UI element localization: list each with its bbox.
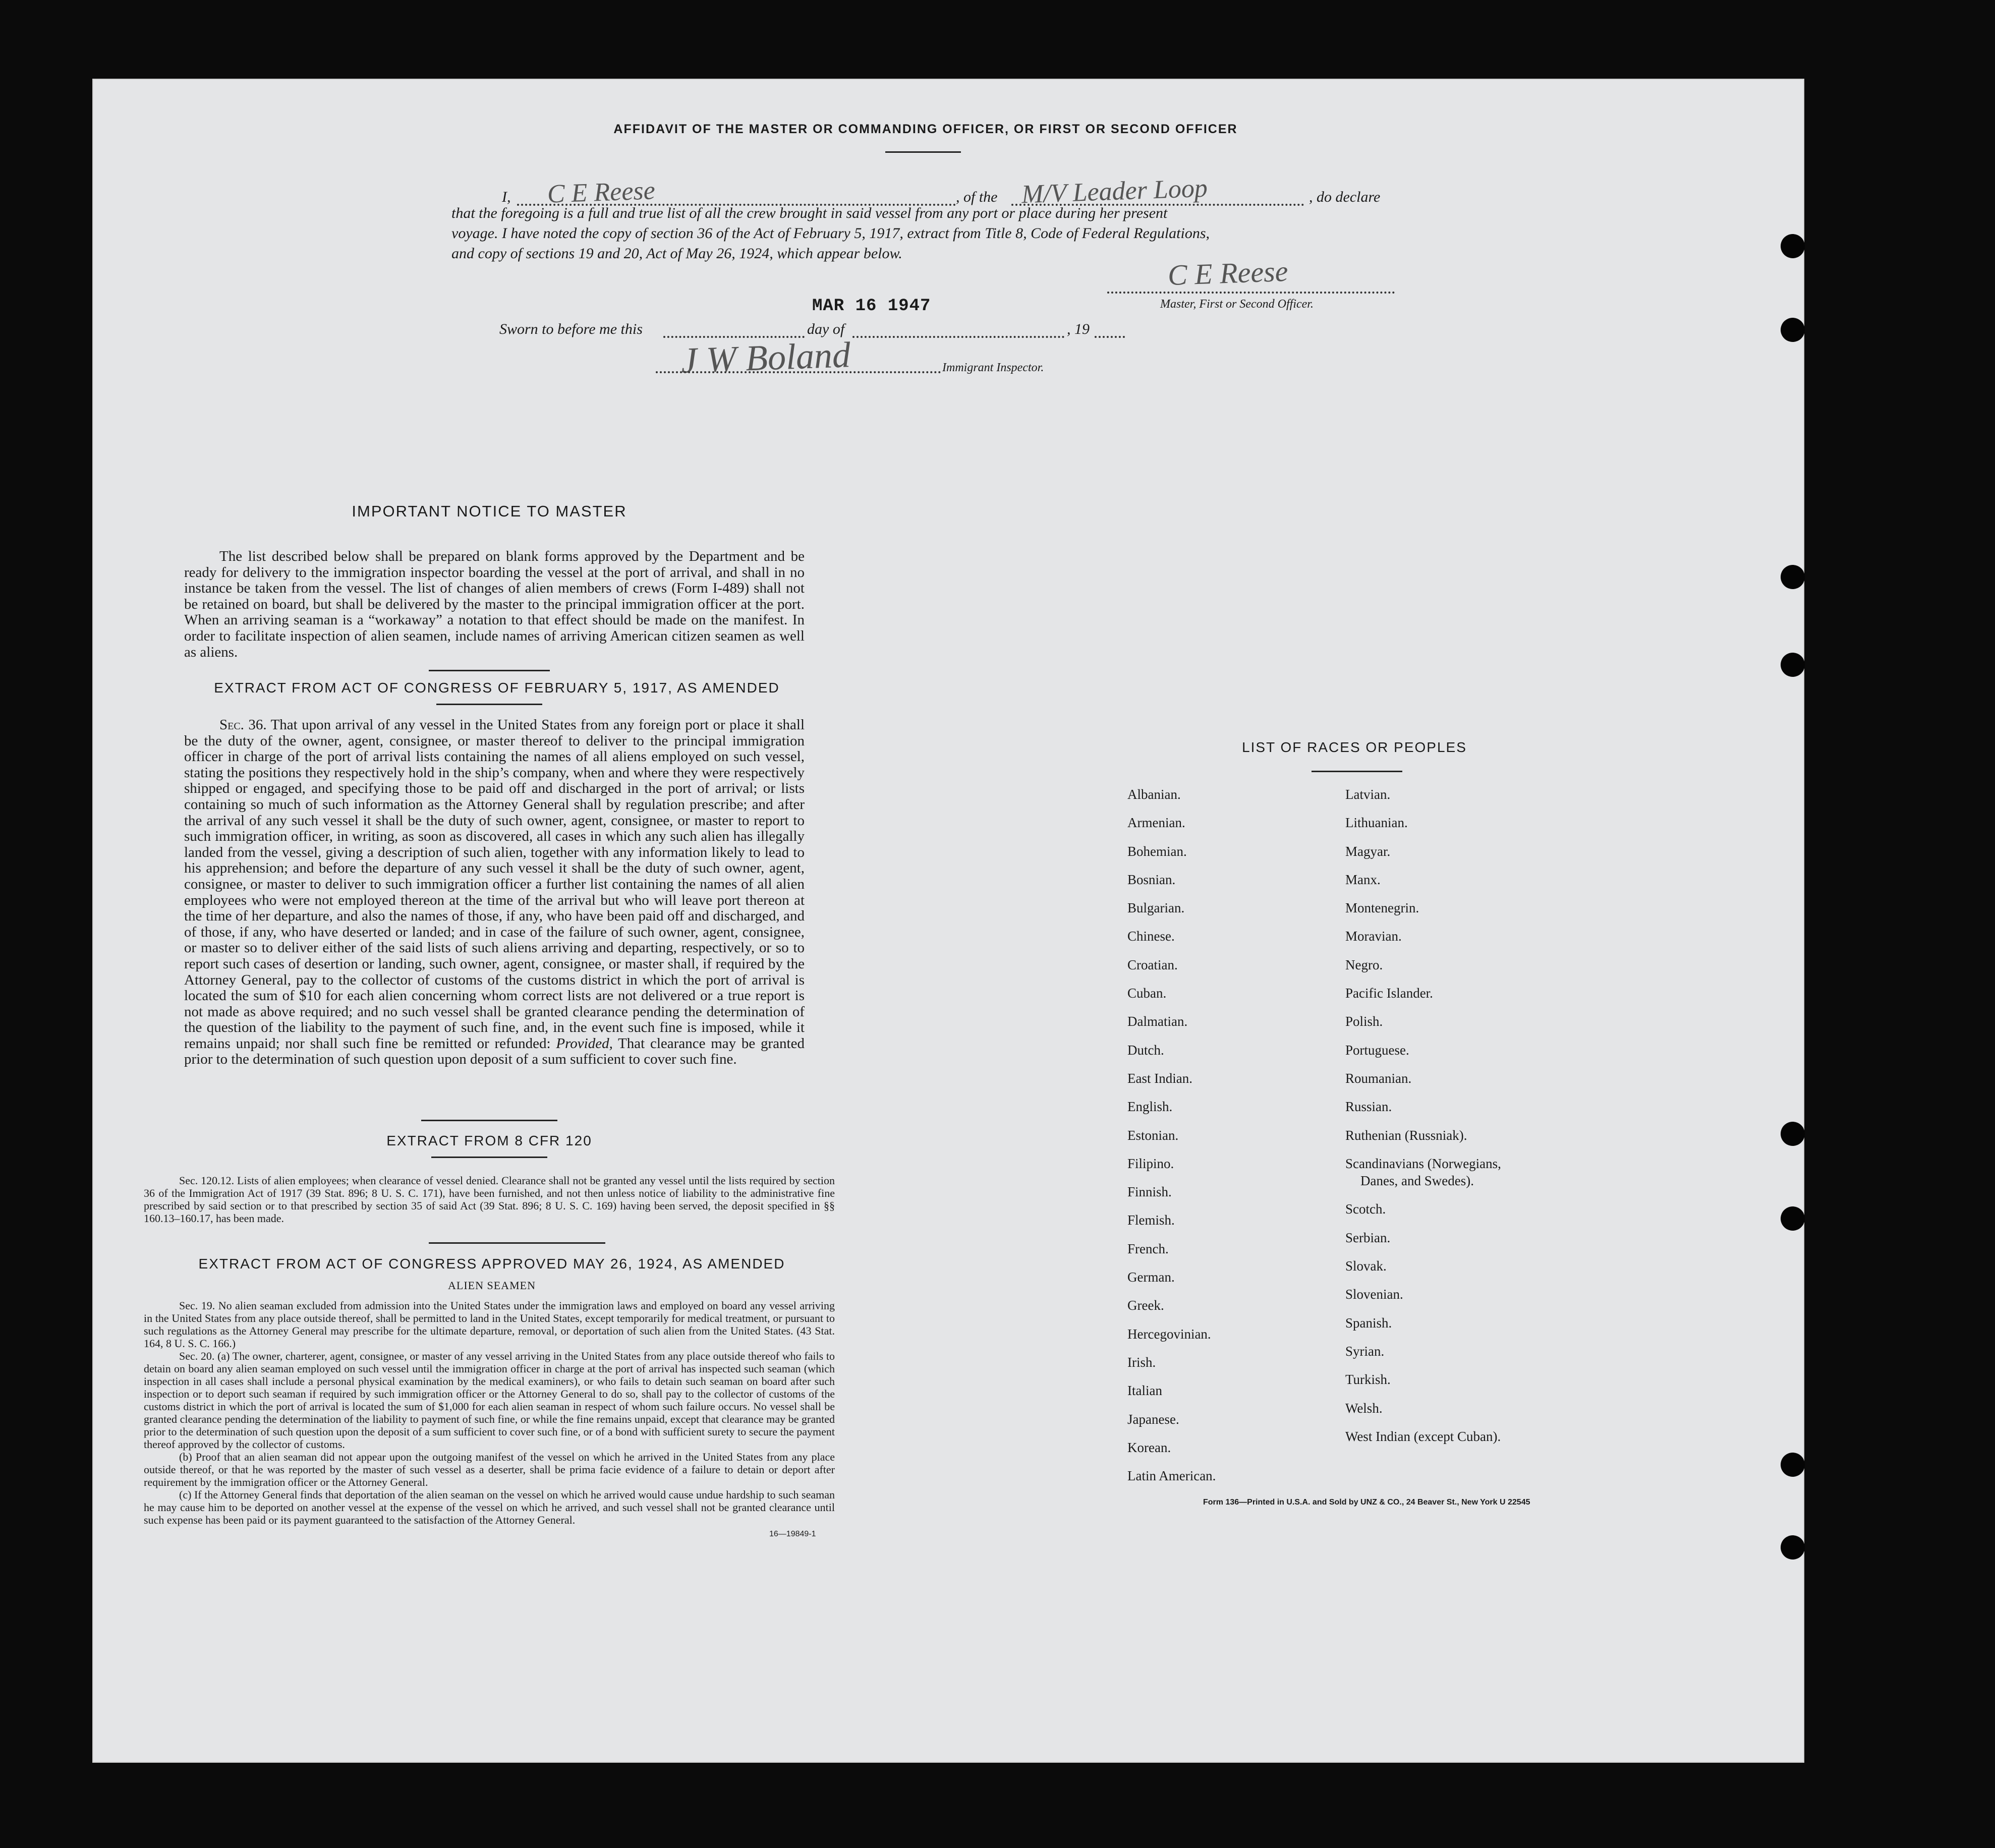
notice-title: IMPORTANT NOTICE TO MASTER (352, 502, 627, 520)
race-item: Japanese. (1127, 1411, 1179, 1427)
race-item: Slovak. (1345, 1258, 1387, 1274)
race-item: Croatian. (1127, 957, 1178, 972)
vessel-name: M/V Leader Loop (1021, 174, 1208, 209)
extract-1924-subtitle: ALIEN SEAMEN (448, 1279, 536, 1292)
affidavit-title-rule (885, 151, 961, 153)
race-item: Albanian. (1127, 787, 1181, 802)
race-item: Scotch. (1345, 1201, 1386, 1217)
race-item: Serbian. (1345, 1230, 1391, 1245)
race-item: Chinese. (1127, 929, 1175, 944)
sec-36-text: That upon arrival of any vessel in the United States from any foreign port or place it shall be the duty of the owner, agent, consignee, or master thereof to deliver to the principal immigration officer in charge of the port of arrival lists containing the names of all aliens employed on such vessel, stating the positions they respectively hold in the ship’s company, when and where they were respectively shipped or engaged, and specifying those to be paid off and discharged in the port of arrival; or lists containing so much of such information as the Attorney General shall by regulation prescribe; and after the arrival of any such vessel it shall be the duty of such owner, agent, consignee, or master to report to such immigration officer, in writing, as soon as discovered, all cases in which any such alien has illegally landed from the vessel, giving a description of such alien, together with any information likely to lead to his apprehension; and before the departure of any such vessel it shall be the duty of such owner, agent, consignee, or master to deliver to such immigration officer a further list containing the names of all alien employees who were not employed thereon at the time of the arrival but who will leave port thereon at the time of her departure, and also the names of those, if any, who have been paid off and discharged, and of those, if any, who have deserted or landed; and in case of the failure of such owner, agent, consignee, or master so to deliver either of the said lists of such aliens arriving and departing, respectively, or so to report such cases of desertion or landing, such owner, agent, consignee, or master shall, if required by the Attorney General, pay to the collector of customs of the customs district in which the port of arrival is located the sum of $10 for each alien concerning whom correct lists are not delivered or a true report is not made as above required; and no such vessel shall be granted clearance pending the determination of the question of the liability to the payment of such fine, and, in the event such fine is imposed, while it remains unpaid; nor shall such fine be remitted or refunded: (184, 717, 805, 1052)
sec-36-provided: Provided, (556, 1035, 613, 1052)
binder-hole (1781, 318, 1805, 342)
binder-hole (1781, 1535, 1805, 1560)
race-item: Magyar. (1345, 843, 1391, 859)
race-item: Polish. (1345, 1014, 1383, 1029)
races-right-column (1345, 787, 1501, 1457)
affidavit-title: AFFIDAVIT OF THE MASTER OR COMMANDING OFFICER, OR FIRST OR SECOND OFFICER (613, 122, 1238, 136)
race-item: Montenegrin. (1345, 900, 1419, 916)
sworn-line (499, 317, 1206, 347)
race-item: Portuguese. (1345, 1042, 1409, 1058)
sec-36-text-end: That clearance may be granted prior to the determination of such question upon deposit of a sum sufficient to cover such fine. (184, 1035, 805, 1068)
extract-1924-sec19: Sec. 19. No alien seaman excluded from admission into the United States under the immigration laws and employed on board any vessel arriving in the United States from any place outside thereof, shall be permitted to land in the United States, except temporarily for medical treatment, or pursuant to such regulations as the Attorney General may prescribe for the ultimate departure, removal, or deportation of such alien from the United States. (43 Stat. 164, 8 U. S. C. 166.) (144, 1299, 835, 1350)
inspector-signature-line (656, 371, 941, 373)
sworn-day-of: day of (807, 321, 845, 337)
extract-1917-end-rule (421, 1120, 557, 1121)
race-item: Ruthenian (Russniak). (1345, 1127, 1467, 1143)
race-item: West Indian (except Cuban). (1345, 1428, 1501, 1444)
race-item: Welsh. (1345, 1400, 1383, 1416)
master-label: Master, First or Second Officer. (1160, 298, 1314, 311)
inspector-signature: J W Boland (680, 334, 851, 381)
extract-1924-title: EXTRACT FROM ACT OF CONGRESS APPROVED MAY 26, 1924, AS AMENDED (198, 1256, 785, 1272)
affidavit-line3: voyage. I have noted the copy of section 36 of the Act of February 5, 1917, extract from Title 8, Code of Federal Regulations, (451, 225, 1210, 242)
race-item: Cuban. (1127, 986, 1167, 1001)
race-item: Italian (1127, 1383, 1162, 1399)
affidavit-i: I, (502, 189, 511, 205)
race-item: Syrian. (1345, 1343, 1385, 1359)
race-item: East Indian. (1127, 1070, 1192, 1086)
race-item: Negro. (1345, 957, 1383, 972)
race-item: Russian. (1345, 1099, 1392, 1115)
binder-hole (1781, 1122, 1805, 1146)
stamp-date: MAR 16 1947 (812, 297, 931, 316)
race-item: Moravian. (1345, 929, 1402, 944)
form-code: 16—19849-1 (769, 1530, 816, 1538)
race-item: Roumanian. (1345, 1070, 1412, 1086)
extract-1917-rule (436, 704, 542, 705)
binder-hole (1781, 565, 1805, 589)
cfr-end-rule (429, 1242, 605, 1244)
races-footer: Form 136—Printed in U.S.A. and Sold by UNZ & CO., 24 Beaver St., New York U 22545 (1203, 1498, 1530, 1507)
race-item: Bulgarian. (1127, 900, 1185, 916)
binder-hole (1781, 1453, 1805, 1477)
affidavit-of-the: , of the (956, 189, 998, 205)
race-item: Manx. (1345, 872, 1381, 887)
race-item: Flemish. (1127, 1212, 1175, 1228)
cfr-title: EXTRACT FROM 8 CFR 120 (386, 1133, 592, 1148)
document-page (93, 80, 1803, 1762)
race-item: Turkish. (1345, 1372, 1391, 1388)
extract-1917-title: EXTRACT FROM ACT OF CONGRESS OF FEBRUARY 5, 1917, AS AMENDED (214, 680, 780, 696)
races-title: LIST OF RACES OR PEOPLES (1242, 739, 1467, 755)
sec-36-label: Sec. 36. (219, 717, 267, 733)
binder-hole (1781, 653, 1805, 677)
race-item: Dalmatian. (1127, 1014, 1188, 1029)
race-item: Finnish. (1127, 1184, 1172, 1200)
sworn-month-line (852, 336, 1064, 338)
sworn-prefix: Sworn to before me this (499, 321, 643, 337)
binder-hole (1781, 234, 1805, 258)
race-item: Armenian. (1127, 815, 1185, 831)
race-item: Hercegovinian. (1127, 1326, 1211, 1342)
races-rule (1312, 771, 1402, 772)
sworn-year-line (1095, 336, 1125, 338)
race-item: Spanish. (1345, 1315, 1392, 1331)
extract-1917-body (184, 717, 805, 1068)
race-item: Pacific Islander. (1345, 986, 1433, 1001)
race-item: Latvian. (1345, 787, 1391, 802)
race-item: English. (1127, 1099, 1173, 1115)
races-left-column (1127, 787, 1216, 1496)
race-item: Lithuanian. (1345, 815, 1408, 831)
race-item: Filipino. (1127, 1156, 1174, 1171)
race-item: Slovenian. (1345, 1287, 1403, 1302)
master-signature: C E Reese (547, 176, 656, 209)
race-item: Danes, and Swedes). (1360, 1173, 1474, 1189)
master-signature-right: C E Reese (1167, 254, 1289, 292)
notice-body: The list described below shall be prepared on blank forms approved by the Department and be ready for delivery to the immigration inspector boarding the vessel at the port of arrival, and shall in no instance be taken from the vessel. The list of changes of alien members of crews (Form I-489) shall not be retained on board, but shall be delivered by the master to the principal immigration officer at the port. When an arriving seaman is a “workaway” a notation to that effect should be made on the manifest. In order to facilitate inspection of alien seamen, include names of arriving American citizen seamen as well as aliens. (184, 548, 805, 660)
extract-1924-sec20c: (c) If the Attorney General finds that deportation of the alien seaman on the vessel on which he arrived would cause undue hardship to such seaman he may cause him to be deported on another vessel at the expense of the vessel on which he arrived, and such vessel shall not be granted clearance until such expense has been paid or its payment guaranteed to the satisfaction of the Attorney General. (144, 1488, 835, 1526)
affidavit-line2: that the foregoing is a full and true list of all the crew brought in said vessel from any port or place during her present (451, 205, 1168, 221)
notice-rule (429, 670, 550, 671)
race-item: German. (1127, 1269, 1175, 1285)
extract-1924-sec20a: Sec. 20. (a) The owner, charterer, agent, consignee, or master of any vessel arriving in the United States from any place outside thereof who fails to detain on board any alien seaman employed on such vessel until the immigration officer in charge at the port of arrival has inspected such seaman (which inspection in all cases shall include a personal physical examination by the medical examiners), or who fails to detain such seaman on board after such inspection or to deport such seaman if required by such immigration officer or the Attorney General to do so, shall pay to the collector of customs of the customs district in which the port of arrival is located the sum of $1,000 for each alien seaman in respect of whom such failure occurs. No vessel shall be granted clearance pending the determination of the liability to payment of such fine, or while the fine remains unpaid, except that clearance may be granted prior to the determination of such question upon the deposit of a sum sufficient to cover such fine, or of a bond with sufficient surety to secure the payment thereof approved by the collector of customs. (144, 1350, 835, 1451)
master-signature-line (1107, 292, 1395, 294)
cfr-body: Sec. 120.12. Lists of alien employees; when clearance of vessel denied. Clearance shall not be granted any vessel until the lists required by section 36 of the Immigration Act of 1917 (39 Stat. 896; 8 U. S. C. 171), have been furnished, and not then unless notice of liability to the administrative fine prescribed by said section or to that prescribed by section 35 of said Act (39 Stat. 896; 8 U. S. C. 169) having been served, the deposit specified in §§ 160.13–160.17, has been made. (144, 1174, 835, 1225)
race-item: Estonian. (1127, 1127, 1179, 1143)
race-item: Irish. (1127, 1354, 1156, 1370)
race-item: Latin American. (1127, 1468, 1216, 1484)
race-item: Scandinavians (Norwegians, (1345, 1156, 1501, 1171)
race-item: Dutch. (1127, 1042, 1164, 1058)
cfr-rule (431, 1157, 547, 1158)
sworn-year: , 19 (1067, 321, 1090, 337)
race-item: French. (1127, 1241, 1169, 1256)
binder-hole (1781, 1206, 1805, 1231)
race-item: Korean. (1127, 1439, 1171, 1455)
affidavit-do-declare: , do declare (1309, 189, 1381, 205)
race-item: Greek. (1127, 1298, 1164, 1313)
race-item: Bosnian. (1127, 872, 1176, 887)
affidavit-line4: and copy of sections 19 and 20, Act of May 26, 1924, which appear below. (451, 245, 902, 262)
race-item: Bohemian. (1127, 843, 1187, 859)
inspector-label: Immigrant Inspector. (942, 361, 1044, 374)
extract-1924-sec20b: (b) Proof that an alien seaman did not appear upon the outgoing manifest of the vessel on which he arrived in the United States from any place outside thereof, or that he was reported by the master of such vessel as a deserter, shall be prima facie evidence of a failure to detain or deport after requirement by the immigration officer or the Attorney General. (144, 1451, 835, 1488)
